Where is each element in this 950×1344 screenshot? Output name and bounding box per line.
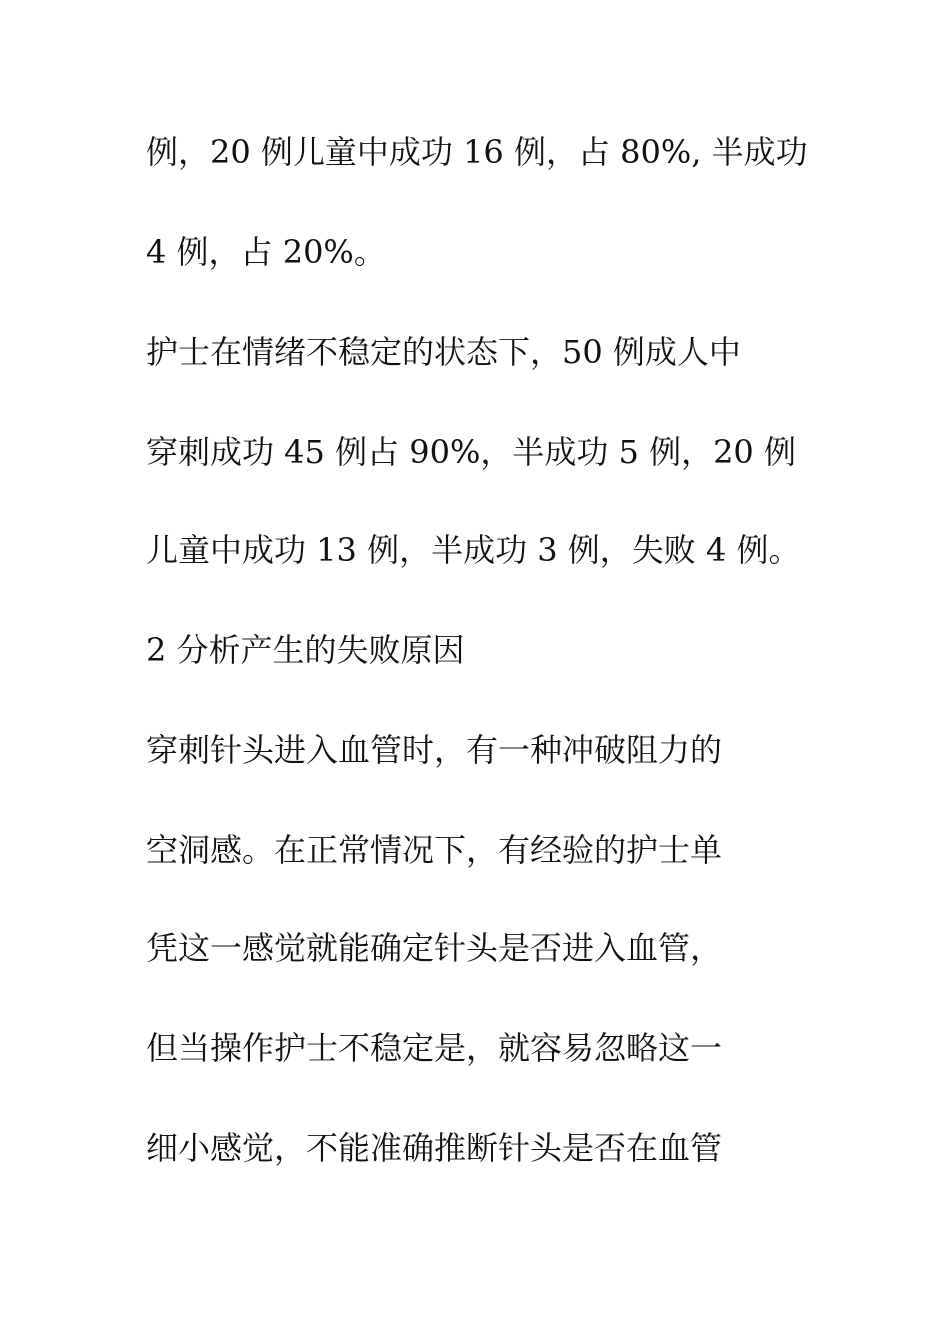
paragraph-line-7: 穿刺针头进入血管时，有一种冲破阻力的 [146, 731, 723, 769]
paragraph-line-9: 凭这一感觉就能确定针头是否进入血管， [146, 929, 723, 967]
paragraph-line-2: 4 例，占 20%。 [146, 233, 386, 271]
paragraph-line-8: 空洞感。在正常情况下，有经验的护士单 [146, 831, 723, 869]
section-heading: 2 分析产生的失败原因 [146, 631, 465, 669]
paragraph-line-1: 例，20 例儿童中成功 16 例，占 80%, 半成功 [146, 133, 808, 171]
paragraph-line-5: 儿童中成功 13 例，半成功 3 例，失败 4 例。 [146, 531, 801, 569]
paragraph-line-10: 但当操作护士不稳定是，就容易忽略这一 [146, 1029, 723, 1067]
paragraph-line-11: 细小感觉，不能准确推断针头是否在血管 [146, 1129, 723, 1167]
paragraph-line-4: 穿刺成功 45 例占 90%，半成功 5 例，20 例 [146, 433, 796, 471]
paragraph-line-3: 护士在情绪不稳定的状态下，50 例成人中 [146, 333, 741, 371]
